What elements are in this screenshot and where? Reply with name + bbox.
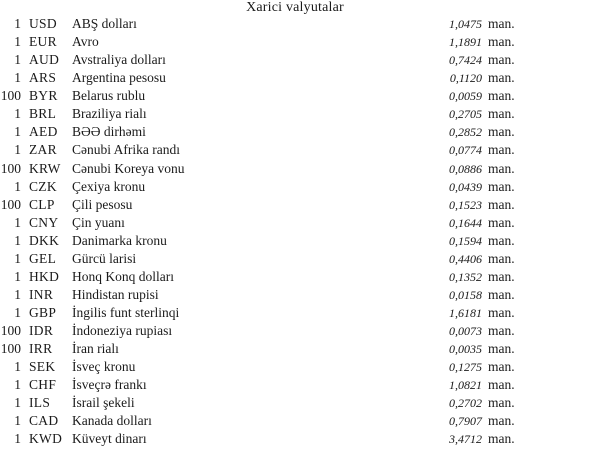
- rate-unit: 1: [14, 178, 21, 194]
- currency-code: KRW: [29, 160, 61, 176]
- currency-suffix: man.: [488, 232, 515, 248]
- currency-name: Gürcü larisi: [72, 250, 137, 266]
- currency-suffix: man.: [488, 359, 515, 375]
- currency-suffix: man.: [488, 286, 515, 302]
- currency-suffix: man.: [488, 323, 515, 339]
- rate-row: [0, 87, 590, 105]
- rate-unit: 1: [14, 268, 21, 284]
- currency-suffix: man.: [488, 70, 515, 86]
- rate-value: 1,1891: [449, 35, 482, 50]
- currency-name: Cənubi Afrika randı: [72, 142, 180, 158]
- currency-code: CZK: [29, 178, 57, 194]
- rate-unit: 1: [14, 232, 21, 248]
- rate-value: 0,1275: [449, 360, 482, 375]
- currency-code: CAD: [29, 413, 59, 429]
- rate-row: [0, 214, 590, 232]
- rate-unit: 1: [14, 413, 21, 429]
- rate-unit: 1: [14, 250, 21, 266]
- currency-suffix: man.: [488, 250, 515, 266]
- rate-row: [0, 250, 590, 268]
- currency-code: SEK: [29, 359, 56, 375]
- rate-unit: 1: [14, 16, 21, 31]
- currency-code: BYR: [29, 88, 58, 104]
- currency-name: Braziliya rialı: [72, 106, 147, 122]
- currency-name: Cənubi Koreya vonu: [72, 160, 185, 176]
- currency-name: Belarus rublu: [72, 88, 146, 104]
- rate-value: 0,0774: [449, 143, 482, 158]
- rate-value: 0,0439: [449, 179, 482, 194]
- currency-code: BRL: [29, 106, 57, 122]
- currency-name: İngilis funt sterlinqi: [72, 305, 180, 320]
- rate-row: [0, 358, 590, 376]
- currency-code: AUD: [29, 52, 60, 68]
- rate-unit: 1: [14, 70, 21, 86]
- rate-unit: 100: [0, 196, 21, 212]
- currency-name: İsveç kronu: [72, 359, 136, 375]
- rate-unit: 1: [14, 142, 21, 158]
- rate-value: 0,7907: [449, 414, 482, 429]
- currency-name: Çili pesosu: [72, 196, 133, 212]
- currency-name: Hindistan rupisi: [72, 286, 159, 302]
- currency-code: IRR: [29, 341, 53, 357]
- rate-value: 0,4406: [449, 251, 482, 266]
- currency-suffix: man.: [488, 52, 515, 68]
- currency-suffix: man.: [488, 413, 515, 429]
- rate-row: [0, 394, 590, 412]
- currency-suffix: man.: [488, 196, 515, 212]
- currency-code: USD: [29, 16, 57, 31]
- rate-row: [0, 196, 590, 214]
- rate-row: [0, 430, 590, 448]
- currency-code: AED: [29, 124, 58, 140]
- currency-code: CNY: [29, 214, 59, 230]
- rate-value: 0,2705: [449, 107, 482, 122]
- currency-code: EUR: [29, 34, 57, 50]
- currency-name: Honq Konq dolları: [72, 268, 174, 284]
- rate-row: [0, 141, 590, 159]
- rate-row: [0, 304, 590, 322]
- currency-code: DKK: [29, 232, 60, 248]
- currency-code: CLP: [29, 196, 55, 212]
- currency-suffix: man.: [488, 178, 515, 194]
- rate-row: [0, 178, 590, 196]
- rate-row: [0, 123, 590, 141]
- rate-unit: 1: [14, 395, 21, 411]
- currency-name: İsveçrə frankı: [72, 377, 147, 393]
- rate-row: [0, 412, 590, 430]
- rate-value: 0,0886: [449, 161, 482, 176]
- currency-name: Argentina pesosu: [72, 70, 166, 86]
- rate-row: [0, 69, 590, 87]
- rate-value: 0,1120: [449, 71, 482, 86]
- currency-suffix: man.: [488, 431, 515, 447]
- rate-value: 0,0059: [449, 89, 482, 104]
- currency-code: IDR: [29, 323, 54, 339]
- rate-row: [0, 376, 590, 394]
- rate-value: 0,1352: [449, 269, 482, 284]
- currency-suffix: man.: [488, 341, 515, 357]
- rate-row: [0, 105, 590, 123]
- rate-unit: 1: [14, 214, 21, 230]
- currency-code: GEL: [29, 250, 57, 266]
- currency-name: Avstraliya dolları: [72, 52, 166, 68]
- rate-value: 0,2702: [449, 396, 482, 411]
- currency-code: GBP: [29, 305, 57, 320]
- rate-value: 0,1594: [449, 233, 482, 248]
- currency-code: ZAR: [29, 142, 57, 158]
- rate-value: 1,0475: [449, 17, 482, 31]
- currency-code: CHF: [29, 377, 57, 393]
- currency-suffix: man.: [488, 377, 515, 393]
- currency-suffix: man.: [488, 142, 515, 158]
- rate-value: 0,1523: [449, 197, 482, 212]
- rate-value: 0,0073: [449, 324, 482, 339]
- rate-row: [0, 232, 590, 250]
- currency-name: İran rialı: [72, 341, 119, 357]
- rate-row: [0, 286, 590, 304]
- rate-unit: 1: [14, 34, 21, 50]
- currency-name: Çin yuanı: [72, 214, 125, 230]
- rate-row: [0, 322, 590, 340]
- currency-suffix: man.: [488, 88, 515, 104]
- currency-name: Küveyt dinarı: [72, 431, 147, 447]
- rate-row: [0, 33, 590, 51]
- rate-unit: 1: [14, 431, 21, 447]
- currency-name: ABŞ dolları: [72, 16, 137, 31]
- rate-value: 0,1644: [449, 215, 482, 230]
- currency-rate-list: [0, 15, 590, 449]
- rate-row: [0, 268, 590, 286]
- rate-row: [0, 51, 590, 69]
- currency-suffix: man.: [488, 16, 515, 31]
- currency-suffix: man.: [488, 305, 515, 320]
- rate-unit: 1: [14, 124, 21, 140]
- rate-unit: 1: [14, 305, 21, 320]
- currency-code: KWD: [29, 431, 63, 447]
- rate-value: 1,6181: [449, 306, 482, 320]
- rate-value: 1,0821: [449, 378, 482, 393]
- currency-suffix: man.: [488, 124, 515, 140]
- rate-unit: 1: [14, 359, 21, 375]
- currency-name: İndoneziya rupiası: [72, 323, 173, 339]
- currency-suffix: man.: [488, 214, 515, 230]
- currency-suffix: man.: [488, 395, 515, 411]
- currency-name: Kanada dolları: [72, 413, 152, 429]
- rate-value: 0,2852: [449, 125, 482, 140]
- rate-unit: 100: [0, 323, 21, 339]
- rate-row: [0, 340, 590, 358]
- currency-name: İsrail şekeli: [72, 395, 135, 411]
- currency-name: Çexiya kronu: [72, 178, 146, 194]
- rate-row: [0, 15, 590, 33]
- rate-unit: 1: [14, 52, 21, 68]
- currency-suffix: man.: [488, 106, 515, 122]
- currency-code: ARS: [29, 70, 57, 86]
- currency-suffix: man.: [488, 34, 515, 50]
- currency-code: ILS: [29, 395, 51, 411]
- currency-code: INR: [29, 286, 54, 302]
- rate-unit: 100: [0, 88, 21, 104]
- rate-value: 0,7424: [449, 53, 482, 68]
- rate-row: [0, 160, 590, 178]
- rate-unit: 100: [0, 341, 21, 357]
- currency-name: Danimarka kronu: [72, 232, 167, 248]
- page-title: Xarici valyutalar: [246, 0, 344, 15]
- currency-name: BƏƏ dirhəmi: [72, 124, 146, 140]
- currency-name: Avro: [72, 34, 99, 50]
- rate-unit: 100: [0, 160, 21, 176]
- rate-unit: 1: [14, 377, 21, 393]
- currency-suffix: man.: [488, 160, 515, 176]
- currency-suffix: man.: [488, 268, 515, 284]
- rate-value: 3,4712: [449, 432, 482, 447]
- rate-unit: 1: [14, 286, 21, 302]
- rate-value: 0,0158: [449, 287, 482, 302]
- currency-code: HKD: [29, 268, 60, 284]
- rate-unit: 1: [14, 106, 21, 122]
- rate-value: 0,0035: [449, 342, 482, 357]
